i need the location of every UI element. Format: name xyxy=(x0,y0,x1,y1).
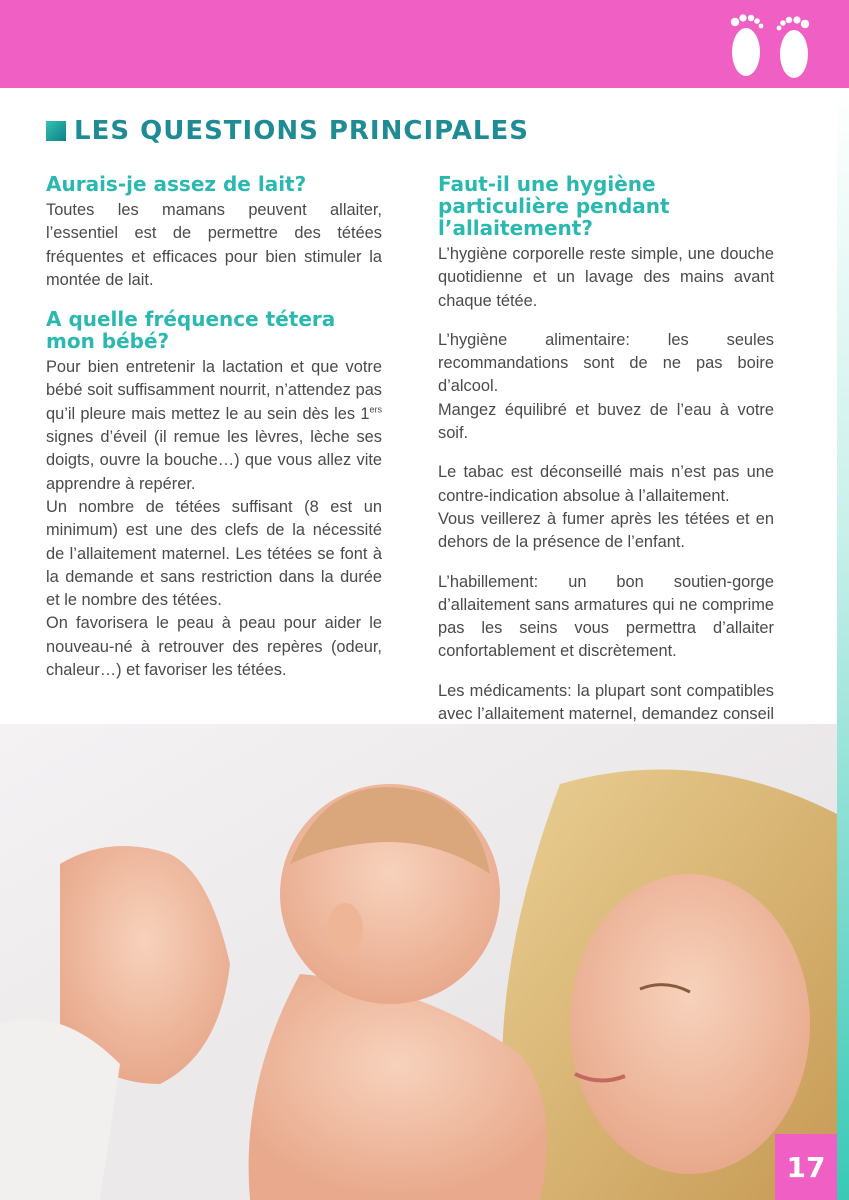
breastfeeding-photo xyxy=(0,724,837,1200)
right-edge-stripe xyxy=(837,88,849,1200)
answer-milk: Toutes les mamans peuvent allaiter, l’essentiel est de permettre des tétées fréquentes et efficaces pour bien stimuler la montée de lait. xyxy=(46,201,382,289)
section-title-text: LES QUESTIONS PRINCIPALES xyxy=(74,116,529,146)
answer-frequency-3: On favorisera le peau à peau pour aider le nouveau-né à retrouver des repères (odeur, chaleur…) et favoriser les tétées. xyxy=(46,614,382,680)
hygiene-tobacco: Le tabac est déconseillé mais n’est pas une contre-indication absolue à l’allaitement. xyxy=(438,463,774,505)
left-column xyxy=(46,173,382,682)
photo-illustration xyxy=(0,724,837,1200)
hygiene-tobacco-2: Vous veillerez à fumer après les tétées et en dehors de la présence de l’enfant. xyxy=(438,509,774,552)
page-number: 17 xyxy=(775,1134,837,1200)
title-square-icon xyxy=(46,121,66,141)
question-hygiene: Faut-il une hygiène particulière pendant l’allaitement? xyxy=(438,172,670,240)
hygiene-food-2: Mangez équilibré et buvez de l’eau à votre soif. xyxy=(438,400,774,443)
section-title xyxy=(46,116,529,146)
hygiene-body: L’hygiène corporelle reste simple, une douche quotidienne et un lavage des mains avant chaque tétée. xyxy=(438,245,774,310)
hygiene-food: L’hygiène alimentaire: les seules recommandations sont de ne pas boire d’alcool. xyxy=(438,330,774,396)
hygiene-clothing: L’habillement: un bon soutien-gorge d’allaitement sans armatures qui ne comprime pas les seins vous permettra d’allaiter confortablement et discrètement. xyxy=(438,572,774,661)
answer-frequency-2: Un nombre de tétées suffisant (8 est un minimum) est une des clefs de la nécessité de l’allaitement maternel. Les tétées se font à la demande et sans restriction dans la durée et le nombre des tétées. xyxy=(46,497,382,610)
answer-frequency-1: Pour bien entretenir la lactation et que votre bébé soit suffisamment nourrit, n’attendez pas qu’il pleure mais mettez le au sein dès les 1ers signes d’éveil (il remue les lèvres, lèche ses doigts, ouvre la bouche…) que vous allez vite apprendre à repérer. xyxy=(46,358,382,493)
right-column xyxy=(438,173,774,750)
question-frequency: A quelle fréquence tétera mon bébé? xyxy=(46,307,336,354)
baby-feet-icon xyxy=(722,8,822,80)
question-milk: Aurais-je assez de lait? xyxy=(46,172,307,196)
hygiene-medication: Les médicaments: la plupart sont compatibles avec l’allaitement maternel, demandez conseil xyxy=(438,681,774,724)
